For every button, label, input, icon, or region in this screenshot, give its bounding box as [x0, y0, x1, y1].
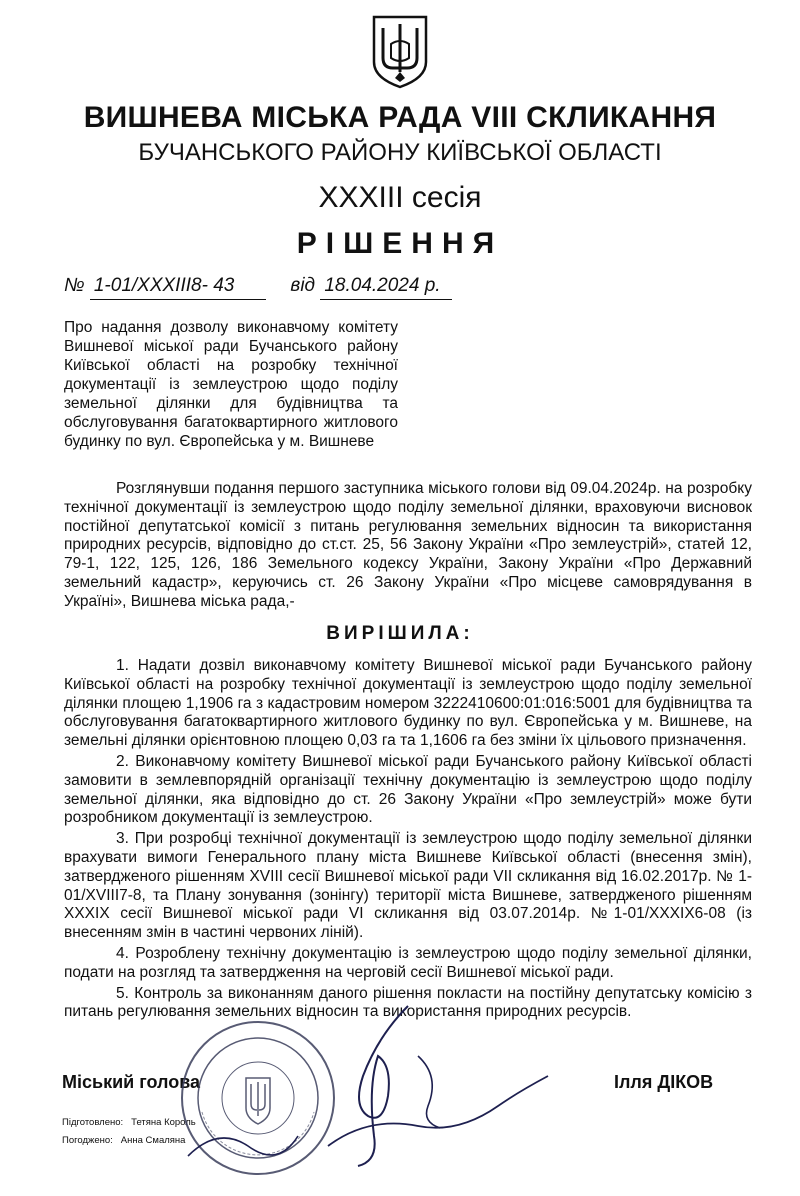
- subject-line: Про надання дозволу виконавчому комітету: [64, 319, 398, 336]
- district-name: БУЧАНСЬКОГО РАЙОНУ КИЇВСЬКОЇ ОБЛАСТІ: [138, 139, 662, 166]
- handwritten-signature: [178, 996, 558, 1176]
- subject-line: будинку по вул. Європейська у м. Вишневе: [64, 433, 375, 450]
- subject-line: документації із землеустрою щодо поділу: [64, 376, 398, 393]
- preamble-text: Розглянувши подання першого заступника міського голови від 09.04.2024р. на розробку технічної документації із землеустрою щодо поділу земельної ділянки, враховуючи висновок постійної депутатської комісії з питань регулювання земельних відносин та використання природних ресурсів, відповідно до ст.ст. 25, 56 Закону України «Про землеустрій», статей 12, 79-1, 122, 125, 126, 186 Земельного кодексу України, Закону України «Про Державний земельний кадастр», керуючись ст. 26 Закону України «Про місцеве самоврядування в Україні», Вишнева міська рада,-: [64, 480, 752, 610]
- decision-subject: [64, 318, 398, 451]
- decision-number-line: [64, 273, 484, 300]
- subject-line: Вишневої міської ради Бучанського району: [64, 338, 398, 355]
- decision-items: [64, 657, 752, 1024]
- prepared-by: Тетяна Король: [131, 1117, 196, 1128]
- decision-item: 4. Розроблену технічну документацію із землеустрою щодо поділу земельної ділянки, подати на розгляд та затвердження на черговій сесії Вишневої міської ради.: [64, 944, 752, 981]
- agreed-by-line: [62, 1135, 185, 1147]
- decision-number: 1-01/XXXIII8- 43: [90, 273, 266, 300]
- resolved-heading: ВИРІШИЛА:: [326, 623, 474, 644]
- session-title: XXXIII сесія: [318, 181, 482, 214]
- subject-line: земельної ділянки для будівництва та: [64, 395, 398, 412]
- subject-line: Київської області на розробку технічної: [64, 357, 398, 374]
- decision-item: 2. Виконавчому комітету Вишневої міської ради Бучанського району Київської області замовити в землевпорядній організації технічну документацію із землеустрою щодо поділу земельної ділянки, яка відповідно до ст. 26 Закону України «Про землеустрій» може бути розробником документації із землеустрою.: [64, 752, 752, 827]
- decision-item: 1. Надати дозвіл виконавчому комітету Вишневої міської ради Бучанського району Київської області на розробку технічної документації із землеустрою щодо поділу земельної ділянки площею 1,1906 га з кадастровим номером 3222410600:01:016:5001 для будівництва та обслуговування багатоквартирного житлового будинку по вул. Європейська у м. Вишневе, на земельні ділянки орієнтовною площею 0,03 га та 1,1606 га без зміни їх цільового призначення.: [64, 657, 752, 750]
- mayor-title: Міський голова: [62, 1072, 201, 1092]
- agreed-by: Анна Смаляна: [120, 1135, 186, 1146]
- date-prefix: від: [290, 275, 316, 296]
- prepared-by-line: [62, 1117, 196, 1129]
- number-prefix: №: [64, 275, 85, 296]
- preamble: [64, 480, 752, 612]
- decision-item: 3. При розробці технічної документації із землеустрою щодо поділу земельної ділянки врахувати вимоги Генерального плану міста Вишневе Київської області (внесення змін), затвердженого рішенням XVIII сесії Вишневої міської ради VII скликання від 16.02.2017р. № 1-01/XVIII7-8, та Плану зонування (зонінгу) території міста Вишневе, затвердженого рішенням XXXIX сесії Вишневої міської ради VI скликання від 03.07.2014р. №1-01/XXXIX6-08 (із внесенням змін в частині червоних ліній).: [64, 830, 752, 942]
- council-name: ВИШНЕВА МІСЬКА РАДА VIII СКЛИКАННЯ: [83, 101, 717, 134]
- decision-item: 5. Контроль за виконанням даного рішення покласти на постійну депутатську комісію з питань регулювання земельних відносин та використання природних ресурсів.: [64, 984, 752, 1021]
- trident-emblem-icon: [371, 14, 429, 90]
- subject-line: обслуговування багатоквартирного житлового: [64, 414, 398, 431]
- agreed-label: Погоджено:: [62, 1135, 113, 1146]
- decision-date: 18.04.2024 р.: [320, 273, 452, 300]
- mayor-name: Ілля ДІКОВ: [614, 1072, 714, 1092]
- document-type: РІШЕННЯ: [296, 227, 504, 260]
- prepared-label: Підготовлено:: [62, 1117, 124, 1128]
